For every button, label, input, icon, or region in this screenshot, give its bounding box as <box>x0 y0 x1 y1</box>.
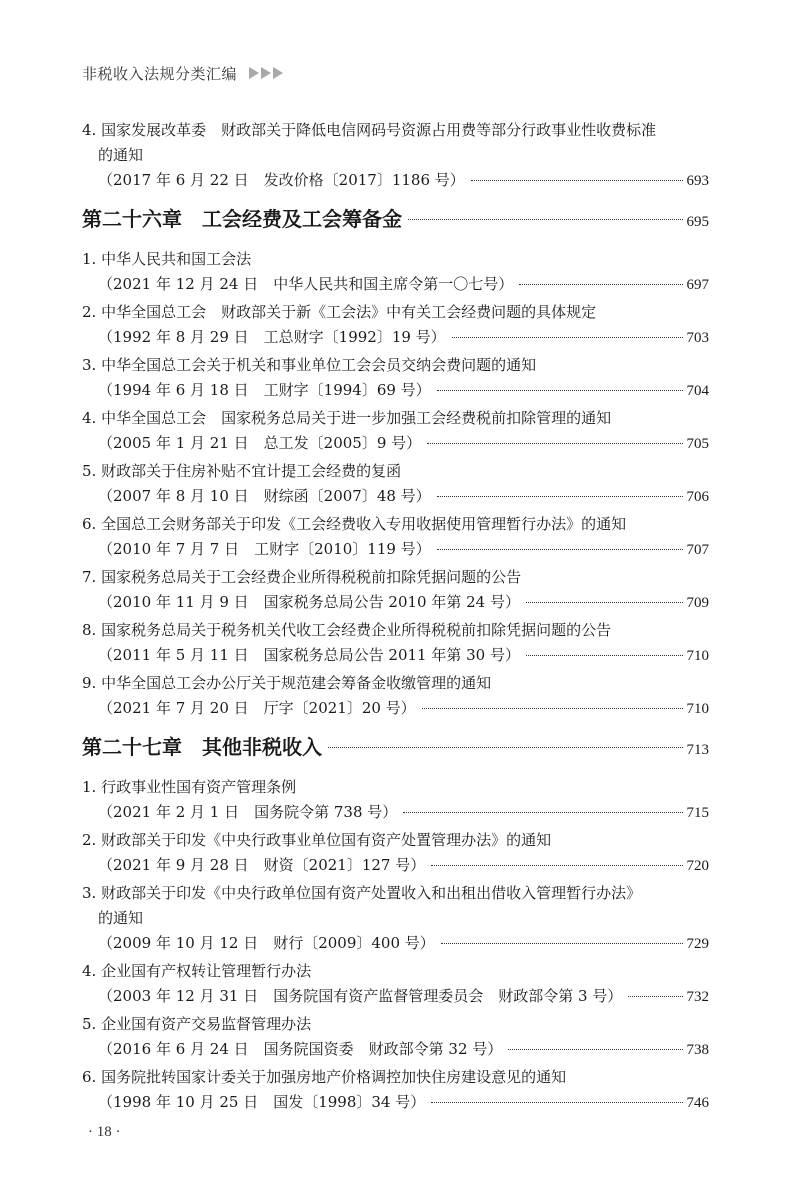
toc-entry <box>82 1012 709 1063</box>
entry-title: 1. 中华人民共和国工会法 <box>82 250 252 268</box>
leader-dots <box>408 219 683 220</box>
entry-title: 4. 国家发展改革委 财政部关于降低电信网码号资源占用费等部分行政事业性收费标准 <box>82 121 657 139</box>
leader-dots <box>328 747 683 748</box>
entry-reference-line <box>82 1090 709 1116</box>
entry-title: 5. 财政部关于住房补贴不宜计提工会经费的复函 <box>82 462 402 480</box>
entry-reference-line <box>82 431 709 457</box>
leader-dots <box>628 996 682 997</box>
entry-title: 4. 中华全国总工会 国家税务总局关于进一步加强工会经费税前扣除管理的通知 <box>82 409 612 427</box>
toc-entry <box>82 300 709 351</box>
entry-title: 的通知 <box>98 909 144 927</box>
entry-title: 8. 国家税务总局关于税务机关代收工会经费企业所得税税前扣除凭据问题的公告 <box>82 621 612 639</box>
entry-title: 9. 中华全国总工会办公厅关于规范建会筹备金收缴管理的通知 <box>82 674 492 692</box>
leader-dots <box>471 180 683 181</box>
toc-entry <box>82 459 709 510</box>
leader-dots <box>526 602 683 603</box>
page-ref: 697 <box>686 277 709 293</box>
entry-reference: （2011 年 5 月 11 日 国家税务总局公告 2011 年第 30 号） <box>98 646 520 664</box>
running-header <box>82 58 722 88</box>
entry-reference: （2003 年 12 月 31 日 国务院国有资产监督管理委员会 财政部令第 3 号） <box>98 987 623 1005</box>
page-ref: 706 <box>686 489 709 505</box>
entry-title: 2. 财政部关于印发《中央行政事业单位国有资产处置管理办法》的通知 <box>82 831 552 849</box>
entry-title: 3. 中华全国总工会关于机关和事业单位工会会员交纳会费问题的通知 <box>82 356 537 374</box>
entry-reference: （2010 年 7 月 7 日 工财字〔2010〕119 号） <box>98 540 431 558</box>
toc-entry <box>82 881 709 957</box>
leader-dots <box>452 337 683 338</box>
entry-title: 6. 国务院批转国家计委关于加强房地产价格调控加快住房建设意见的通知 <box>82 1068 567 1086</box>
chapter-title: 第二十六章 工会经费及工会筹备金 <box>82 207 402 231</box>
entry-reference: （2007 年 8 月 10 日 财综函〔2007〕48 号） <box>98 487 431 505</box>
entry-reference: （2005 年 1 月 21 日 总工发〔2005〕9 号） <box>98 434 422 452</box>
entry-reference-line <box>82 537 709 563</box>
entry-reference: （2021 年 9 月 28 日 财资〔2021〕127 号） <box>98 856 426 874</box>
entry-reference-line <box>82 643 709 669</box>
page-ref: 715 <box>686 805 709 821</box>
entry-reference: （1998 年 10 月 25 日 国发〔1998〕34 号） <box>98 1093 426 1111</box>
chapter-heading <box>82 732 709 765</box>
entry-reference: （2016 年 6 月 24 日 国务院国资委 财政部令第 32 号） <box>98 1040 503 1058</box>
leader-dots <box>437 549 683 550</box>
page-ref: 710 <box>686 648 709 664</box>
toc-entry <box>82 247 709 298</box>
page-ref: 713 <box>686 742 709 758</box>
leader-dots <box>441 943 683 944</box>
entry-reference: （2021 年 7 月 20 日 厅字〔2021〕20 号） <box>98 699 416 717</box>
chapter-title: 第二十七章 其他非税收入 <box>82 735 322 759</box>
entry-reference-line <box>82 272 709 298</box>
entry-reference-line <box>82 1037 709 1063</box>
leader-dots <box>437 496 683 497</box>
page-ref: 720 <box>686 858 709 874</box>
entry-reference: （1994 年 6 月 18 日 工财字〔1994〕69 号） <box>98 381 431 399</box>
toc-entry <box>82 512 709 563</box>
leader-dots <box>519 284 682 285</box>
toc-entry <box>82 118 709 194</box>
entry-title: 的通知 <box>98 146 144 164</box>
toc-entry <box>82 353 709 404</box>
leader-dots <box>422 708 683 709</box>
entry-title: 4. 企业国有产权转让管理暂行办法 <box>82 962 312 980</box>
page-ref: 738 <box>686 1042 709 1058</box>
entry-reference: （2021 年 12 月 24 日 中华人民共和国主席令第一〇七号） <box>98 275 514 293</box>
leader-dots <box>427 443 682 444</box>
page-number: · 18 · <box>88 1124 121 1140</box>
toc-entry <box>82 959 709 1010</box>
leader-dots <box>431 865 682 866</box>
entry-reference-line <box>82 590 709 616</box>
leader-dots <box>431 1102 682 1103</box>
entry-title: 1. 行政事业性国有资产管理条例 <box>82 778 297 796</box>
page-ref: 703 <box>686 330 709 346</box>
page-ref: 732 <box>686 989 709 1005</box>
entry-reference-line <box>82 800 709 826</box>
table-of-contents <box>82 118 709 1118</box>
toc-entry <box>82 671 709 722</box>
toc-entry <box>82 775 709 826</box>
leader-dots <box>526 655 683 656</box>
entry-reference-line <box>82 853 709 879</box>
header-title: 非税收入法规分类汇编 <box>82 64 238 83</box>
page-ref: 693 <box>686 173 709 189</box>
toc-entry <box>82 1065 709 1116</box>
entry-title: 3. 财政部关于印发《中央行政单位国有资产处置收入和出租出借收入管理暂行办法》 <box>82 884 642 902</box>
entry-reference-line <box>82 696 709 722</box>
entry-reference: （2010 年 11 月 9 日 国家税务总局公告 2010 年第 24 号） <box>98 593 520 611</box>
entry-title: 6. 全国总工会财务部关于印发《工会经费收入专用收据使用管理暂行办法》的通知 <box>82 515 627 533</box>
entry-reference-line <box>82 984 709 1010</box>
entry-title: 5. 企业国有资产交易监督管理办法 <box>82 1015 312 1033</box>
page-ref: 709 <box>686 595 709 611</box>
entry-reference: （2017 年 6 月 22 日 发改价格〔2017〕1186 号） <box>98 171 465 189</box>
leader-dots <box>403 812 682 813</box>
entry-reference-line <box>82 168 709 194</box>
toc-entry <box>82 618 709 669</box>
entry-reference-line <box>82 325 709 351</box>
entry-title: 7. 国家税务总局关于工会经费企业所得税税前扣除凭据问题的公告 <box>82 568 522 586</box>
page-ref: 710 <box>686 701 709 717</box>
page-ref: 746 <box>686 1095 709 1111</box>
toc-entry <box>82 565 709 616</box>
entry-reference-line <box>82 378 709 404</box>
leader-dots <box>508 1049 682 1050</box>
toc-entry <box>82 406 709 457</box>
chapter-heading <box>82 204 709 237</box>
entry-reference-line <box>82 931 709 957</box>
page-ref: 729 <box>686 936 709 952</box>
page-ref: 704 <box>686 383 709 399</box>
entry-reference-line <box>82 484 709 510</box>
triple-arrow-icon <box>249 67 283 79</box>
page-ref: 707 <box>686 542 709 558</box>
page-ref: 705 <box>686 436 709 452</box>
entry-title: 2. 中华全国总工会 财政部关于新《工会法》中有关工会经费问题的具体规定 <box>82 303 597 321</box>
toc-entry <box>82 828 709 879</box>
leader-dots <box>437 390 683 391</box>
entry-reference: （1992 年 8 月 29 日 工总财字〔1992〕19 号） <box>98 328 446 346</box>
entry-reference: （2021 年 2 月 1 日 国务院令第 738 号） <box>98 803 398 821</box>
entry-reference: （2009 年 10 月 12 日 财行〔2009〕400 号） <box>98 934 435 952</box>
page-ref: 695 <box>686 214 709 230</box>
